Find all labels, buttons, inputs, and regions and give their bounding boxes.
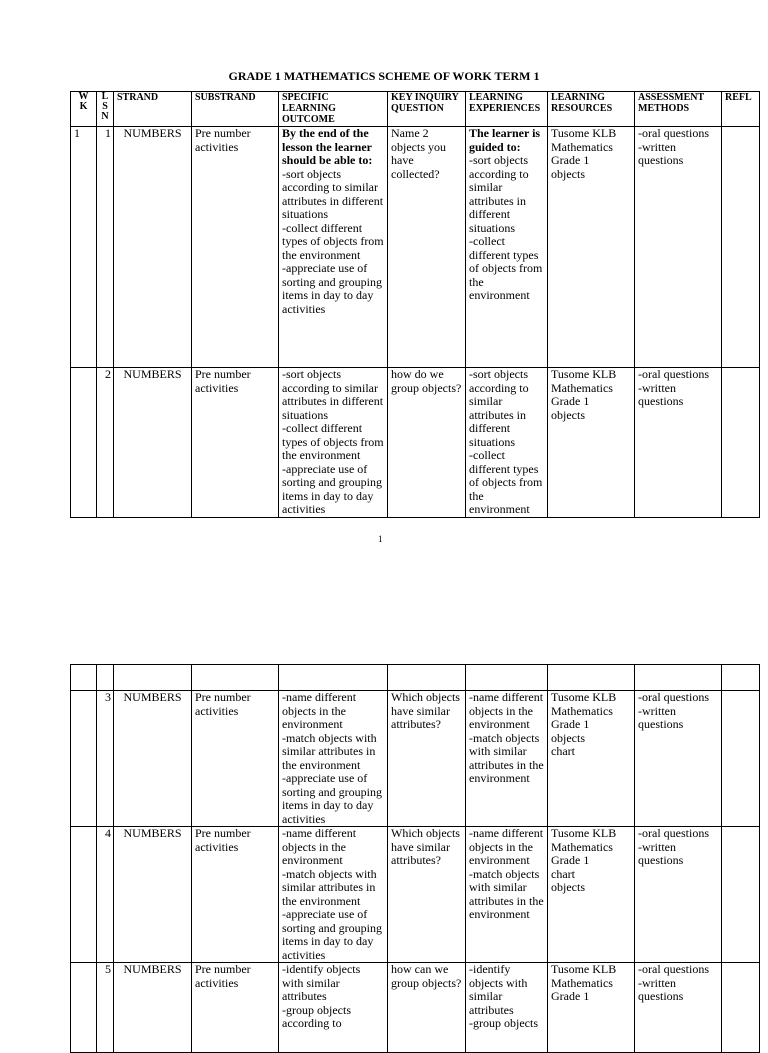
table-row (71, 963, 760, 1053)
empty-cell (722, 665, 760, 691)
cell-assessment: -oral questions -written questions (635, 691, 722, 827)
cell-reflection (722, 963, 760, 1053)
cell-experiences: -sort objects according to similar attributes in different situations -collect different types of objects from the environment (466, 368, 548, 518)
experiences-text: -sort objects according to similar attributes in different situations -collect different types of objects from the environment (469, 153, 543, 302)
header-learning-experiences: LEARNING EXPERIENCES (466, 92, 548, 127)
cell-outcome: -name different objects in the environment -match objects with similar attributes in the environment -appreciate use of sorting and grouping items in day to day activities (279, 691, 388, 827)
cell-reflection (722, 691, 760, 827)
scheme-of-work-table-continued (70, 664, 760, 1053)
experiences-intro: The learner is guided to: (469, 126, 541, 154)
cell-lesson: 3 (97, 691, 114, 827)
cell-outcome (279, 127, 388, 368)
outcome-intro: By the end of the lesson the learner should be able to: (282, 126, 373, 167)
cell-week (71, 691, 97, 827)
cell-reflection (722, 368, 760, 518)
cell-experiences: -name different objects in the environment -match objects with similar attributes in the environment (466, 691, 548, 827)
cell-strand: NUMBERS (114, 963, 192, 1053)
scheme-of-work-table (70, 91, 760, 518)
cell-inquiry-question: Which objects have similar attributes? (388, 691, 466, 827)
cell-reflection (722, 827, 760, 963)
table-row (71, 691, 760, 827)
header-key-inquiry-question: KEY INQUIRY QUESTION (388, 92, 466, 127)
cell-inquiry-question: Which objects have similar attributes? (388, 827, 466, 963)
header-specific-learning-outcome: SPECIFIC LEARNING OUTCOME (279, 92, 388, 127)
header-assessment-methods: ASSESSMENT METHODS (635, 92, 722, 127)
cell-outcome: -name different objects in the environment -match objects with similar attributes in the environment -appreciate use of sorting and grouping items in day to day activities (279, 827, 388, 963)
table-row (71, 827, 760, 963)
cell-lesson: 2 (97, 368, 114, 518)
cell-inquiry-question: how can we group objects? (388, 963, 466, 1053)
empty-cell (548, 665, 635, 691)
cell-substrand: Pre number activities (192, 963, 279, 1053)
table-header-row (71, 92, 760, 127)
header-lesson: L S N (97, 92, 114, 127)
empty-cell (71, 665, 97, 691)
cell-substrand: Pre number activities (192, 127, 279, 368)
cell-experiences: -identify objects with similar attributes -group objects (466, 963, 548, 1053)
empty-cell (279, 665, 388, 691)
cell-resources: Tusome KLB Mathematics Grade 1 objects (548, 127, 635, 368)
cell-experiences (466, 127, 548, 368)
cell-assessment: -oral questions -written questions (635, 127, 722, 368)
cell-lesson: 4 (97, 827, 114, 963)
outcome-text: -sort objects according to similar attributes in different situations -collect different types of objects from the environment -appreciate use of sorting and grouping items in day to day activities (282, 166, 384, 316)
empty-cell (192, 665, 279, 691)
cell-strand: NUMBERS (114, 127, 192, 368)
cell-reflection (722, 127, 760, 368)
cell-resources: Tusome KLB Mathematics Grade 1 (548, 963, 635, 1053)
cell-assessment: -oral questions -written questions (635, 963, 722, 1053)
cell-inquiry-question: Name 2 objects you have collected? (388, 127, 466, 368)
cell-assessment: -oral questions -written questions (635, 827, 722, 963)
page-title: GRADE 1 MATHEMATICS SCHEME OF WORK TERM 1 (228, 69, 540, 83)
cell-week (71, 827, 97, 963)
table-empty-header-row (71, 665, 760, 691)
cell-resources: Tusome KLB Mathematics Grade 1 chart objects (548, 827, 635, 963)
cell-substrand: Pre number activities (192, 368, 279, 518)
header-learning-resources: LEARNING RESOURCES (548, 92, 635, 127)
empty-cell (388, 665, 466, 691)
empty-cell (466, 665, 548, 691)
empty-cell (635, 665, 722, 691)
cell-strand: NUMBERS (114, 827, 192, 963)
header-reflection: REFL (722, 92, 760, 127)
empty-cell (114, 665, 192, 691)
page-number: 1 (378, 534, 383, 544)
header-strand: STRAND (114, 92, 192, 127)
cell-outcome: -sort objects according to similar attributes in different situations -collect different types of objects from the environment -appreciate use of sorting and grouping items in day to day activities (279, 368, 388, 518)
cell-substrand: Pre number activities (192, 691, 279, 827)
table-row (71, 127, 760, 368)
cell-outcome: -identify objects with similar attributes -group objects according to (279, 963, 388, 1053)
cell-week (71, 963, 97, 1053)
cell-strand: NUMBERS (114, 691, 192, 827)
cell-experiences: -name different objects in the environment -match objects with similar attributes in the environment (466, 827, 548, 963)
cell-week (71, 368, 97, 518)
empty-cell (97, 665, 114, 691)
cell-resources: Tusome KLB Mathematics Grade 1 objects chart (548, 691, 635, 827)
cell-strand: NUMBERS (114, 368, 192, 518)
cell-resources: Tusome KLB Mathematics Grade 1 objects (548, 368, 635, 518)
cell-week: 1 (71, 127, 97, 368)
table-row (71, 368, 760, 518)
header-substrand: SUBSTRAND (192, 92, 279, 127)
cell-assessment: -oral questions -written questions (635, 368, 722, 518)
cell-inquiry-question: how do we group objects? (388, 368, 466, 518)
cell-lesson: 1 (97, 127, 114, 368)
cell-substrand: Pre number activities (192, 827, 279, 963)
header-week: W K (71, 92, 97, 127)
cell-lesson: 5 (97, 963, 114, 1053)
